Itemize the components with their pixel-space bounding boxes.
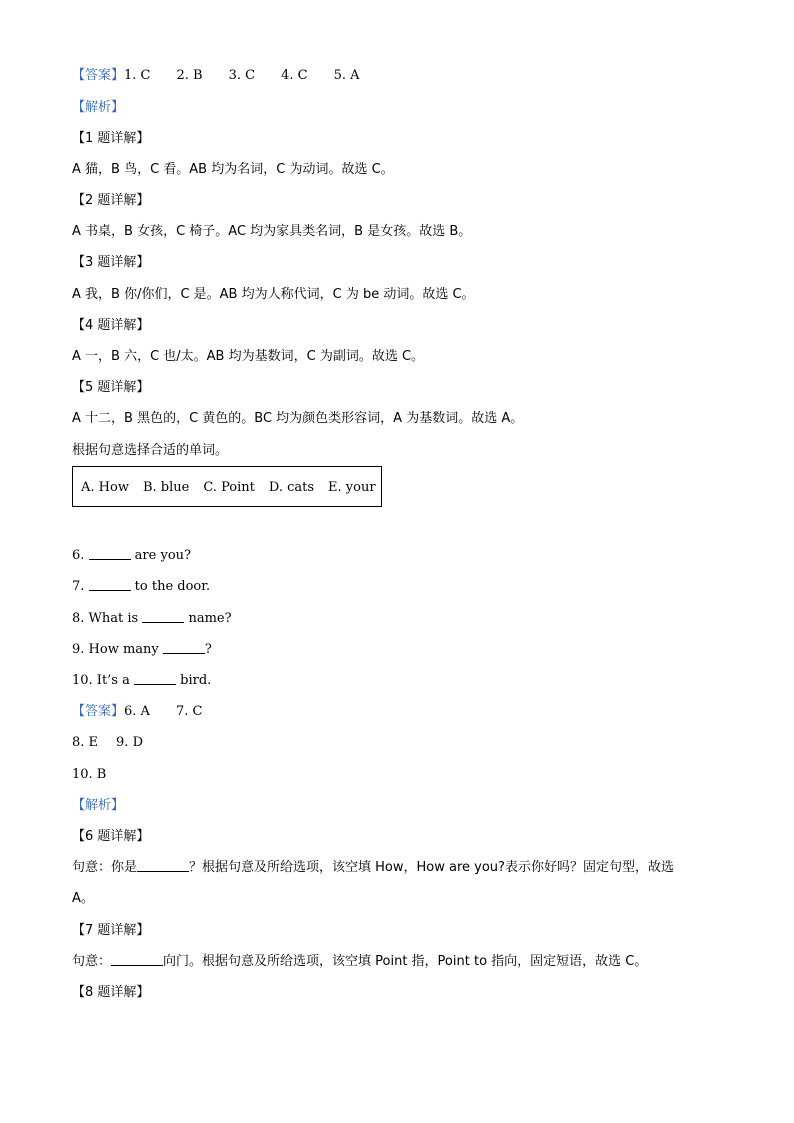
answer-tag: 【答案】 [72, 68, 125, 83]
detail-text-3: A 我，B 你/你们，C 是。AB 均为人称代词，C 为 be 动词。故选 C。 [72, 287, 475, 302]
question-6: 6. are you? [72, 548, 191, 563]
answer-blank [163, 641, 205, 654]
answer-item: 5. A [333, 68, 360, 83]
answer-item: 3. C [228, 68, 256, 83]
answer-blank [89, 547, 131, 560]
detail-head-2: 【2 题详解】 [72, 193, 150, 208]
answer-blank [137, 859, 189, 872]
analysis-tag: 【解析】 [72, 100, 125, 115]
detail-head-3: 【3 题详解】 [72, 255, 150, 270]
question-8: 8. What is name? [72, 611, 232, 626]
detail-text-1: A 猫，B 鸟，C 看。AB 均为名词，C 为动词。故选 C。 [72, 162, 394, 177]
question-9: 9. How many ? [72, 642, 212, 657]
word-option: D. cats [268, 480, 315, 495]
answer-line-1-5 [72, 67, 360, 85]
answer-item: 4. C [281, 68, 308, 83]
answer-tag: 【答案】 [72, 704, 125, 719]
word-bank-box [72, 466, 382, 507]
detail-text-7: 句意： 向门。根据句意及所给选项，该空填 Point 指，Point to 指向，固定短语，故选 C。 [72, 954, 648, 969]
detail-text-2: A 书桌，B 女孩，C 椅子。AC 均为家具类名词，B 是女孩。故选 B。 [72, 224, 472, 239]
detail-head-5: 【5 题详解】 [72, 380, 150, 395]
detail-text-6: 句意：你是 ？根据句意及所给选项，该空填 How，How are you?表示你好吗？固定句型，故选 [72, 860, 674, 875]
answer-blank [89, 578, 131, 591]
word-option: C. Point [203, 480, 255, 495]
answer-blank [111, 953, 163, 966]
detail-text-5: A 十二，B 黑色的，C 黄色的。BC 均为颜色类形容词，A 为基数词。故选 A。 [72, 411, 524, 426]
answer-line-6-7: 【答案】6. A 7. C [72, 704, 203, 719]
question-7: 7. to the door. [72, 579, 211, 594]
detail-head-7: 【7 题详解】 [72, 923, 150, 938]
answer-blank [134, 672, 176, 685]
analysis-tag-2: 【解析】 [72, 798, 125, 813]
detail-head-1: 【1 题详解】 [72, 131, 150, 146]
instruction: 根据句意选择合适的单词。 [72, 443, 229, 458]
detail-text-4: A 一，B 六，C 也/太。AB 均为基数词，C 为副词。故选 C。 [72, 349, 425, 364]
detail-head-6: 【6 题详解】 [72, 829, 150, 844]
word-option: A. How [81, 480, 129, 495]
detail-head-4: 【4 题详解】 [72, 318, 150, 333]
answer-line-10: 10. B [72, 767, 107, 782]
answer-item: 1. C [124, 68, 151, 83]
word-option: E. your [328, 480, 376, 495]
detail-head-8: 【8 题详解】 [72, 985, 150, 1000]
answer-line-8-9: 8. E 9. D [72, 735, 143, 750]
answer-blank [142, 610, 184, 623]
word-option: B. blue [142, 480, 190, 495]
detail-text-6-wrap: A。 [72, 891, 94, 906]
question-10: 10. It’s a bird. [72, 673, 212, 688]
answer-item: 2. B [176, 68, 203, 83]
